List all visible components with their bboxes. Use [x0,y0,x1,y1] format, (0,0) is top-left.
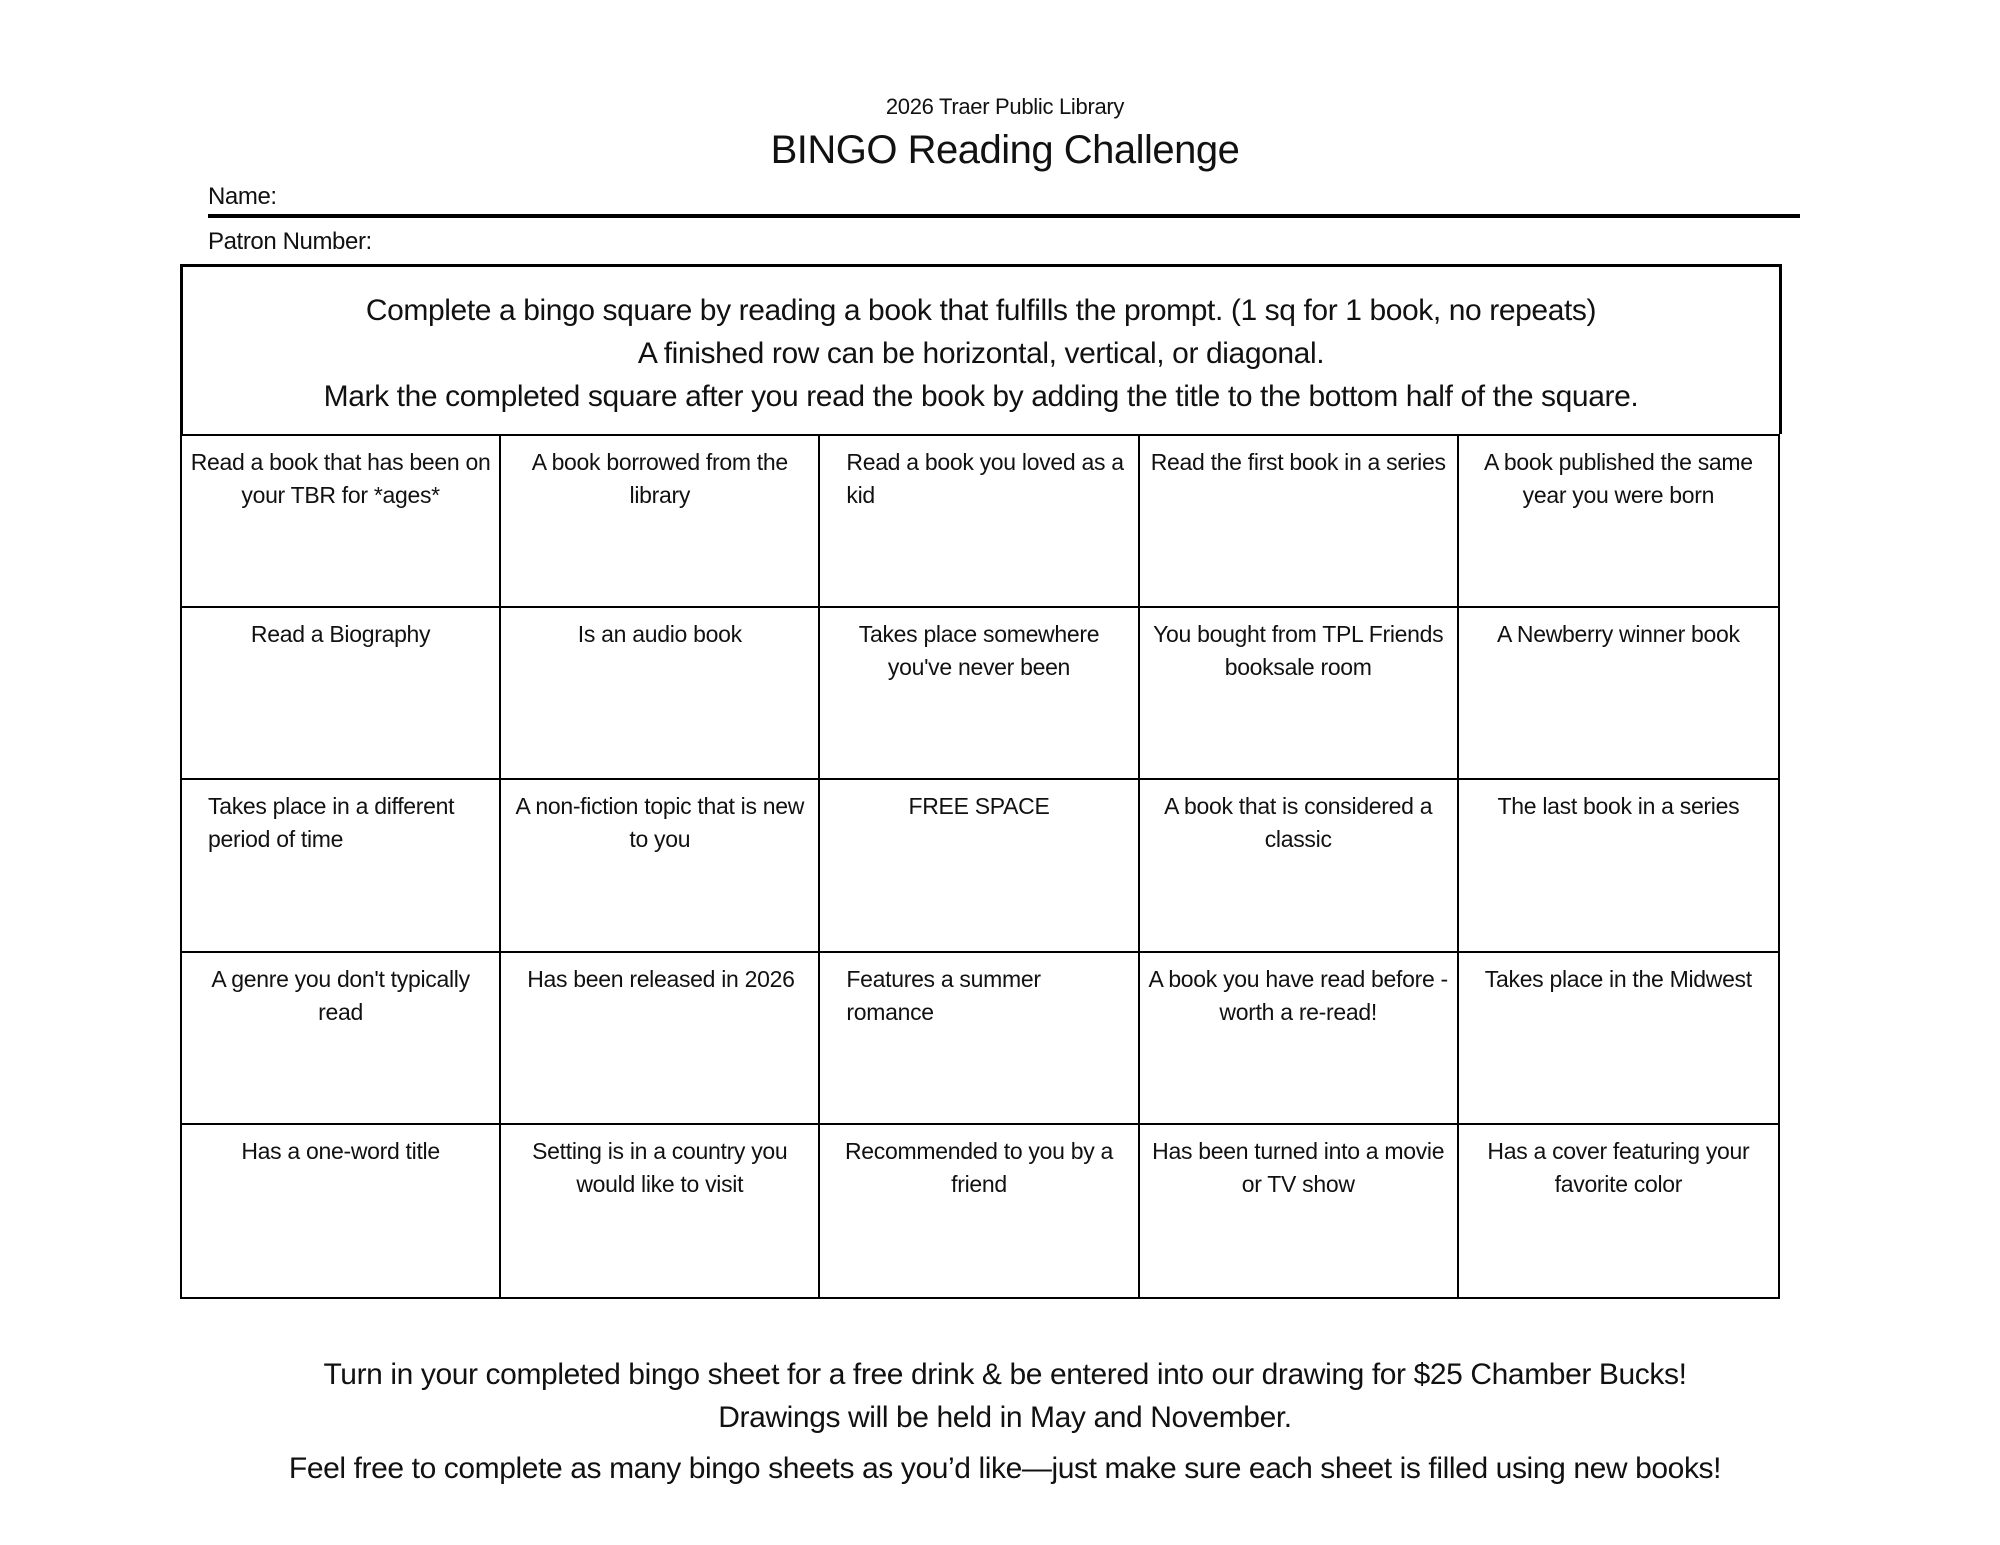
instruction-line: Mark the completed square after you read the book by adding the title to the bottom half of the square. [323,380,1639,413]
bingo-square[interactable]: A genre you don't typically read [182,953,501,1125]
bingo-square[interactable]: Has been released in 2026 [501,953,820,1125]
bingo-square[interactable]: Has a one-word title [182,1125,501,1297]
bingo-square[interactable]: A Newberry winner book [1459,608,1778,780]
instructions-box [180,264,1782,434]
name-field-label: Name: [208,183,277,210]
bingo-square[interactable]: Has a cover featuring your favorite color [1487,1137,1750,1197]
bingo-square[interactable]: You bought from TPL Friends booksale room [1140,608,1459,780]
bingo-square[interactable]: Has been turned into a movie or TV show [1140,1125,1459,1297]
name-field-line[interactable] [208,214,1800,218]
patron-number-field-label: Patron Number: [208,228,372,255]
bingo-square[interactable]: A book that is considered a classic [1140,780,1459,952]
instruction-line: A finished row can be horizontal, vertical, or diagonal. [637,337,1325,370]
bingo-square[interactable]: A book borrowed from the library [501,436,820,608]
bingo-square[interactable]: The last book in a series [1459,780,1778,952]
repeat-sheets-note: Feel free to complete as many bingo sheets as you’d like—just make sure each sheet is filled using new books! [288,1452,1722,1485]
bingo-square[interactable]: A book you have read before - worth a re-read! [1140,953,1459,1125]
bingo-grid [180,434,1780,1299]
bingo-square[interactable]: Is an audio book [501,608,820,780]
bingo-square[interactable]: A book published the same year you were born [1459,436,1778,608]
bingo-square[interactable]: Takes place in the Midwest [1459,953,1778,1125]
bingo-square[interactable]: Takes place in a different period of time [182,780,501,952]
bingo-square[interactable]: Read the first book in a series [1140,436,1459,608]
bingo-square[interactable]: Takes place somewhere you've never been [820,608,1139,780]
bingo-square[interactable]: A non-fiction topic that is new to you [501,780,820,952]
bingo-square[interactable]: Recommended to you by a friend [820,1125,1139,1297]
instruction-line: Complete a bingo square by reading a book that fulfills the prompt. (1 sq for 1 book, no repeats) [365,294,1597,327]
prize-note: Turn in your completed bingo sheet for a free drink & be entered into our drawing for $25 Chamber Bucks! [323,1358,1687,1391]
bingo-square[interactable]: Features a summer romance [820,953,1139,1125]
bingo-square[interactable]: Read a book that has been on your TBR for *ages* [182,436,501,608]
bingo-square[interactable]: Read a book you loved as a kid [820,436,1139,608]
page-title: BINGO Reading Challenge [770,128,1240,172]
library-subtitle: 2026 Traer Public Library [885,94,1125,119]
bingo-square[interactable]: Setting is in a country you would like to visit [501,1125,820,1297]
drawing-schedule-note: Drawings will be held in May and November. [718,1401,1292,1434]
free-space-square[interactable]: FREE SPACE [820,780,1139,952]
bingo-square[interactable]: Read a Biography [182,608,501,780]
